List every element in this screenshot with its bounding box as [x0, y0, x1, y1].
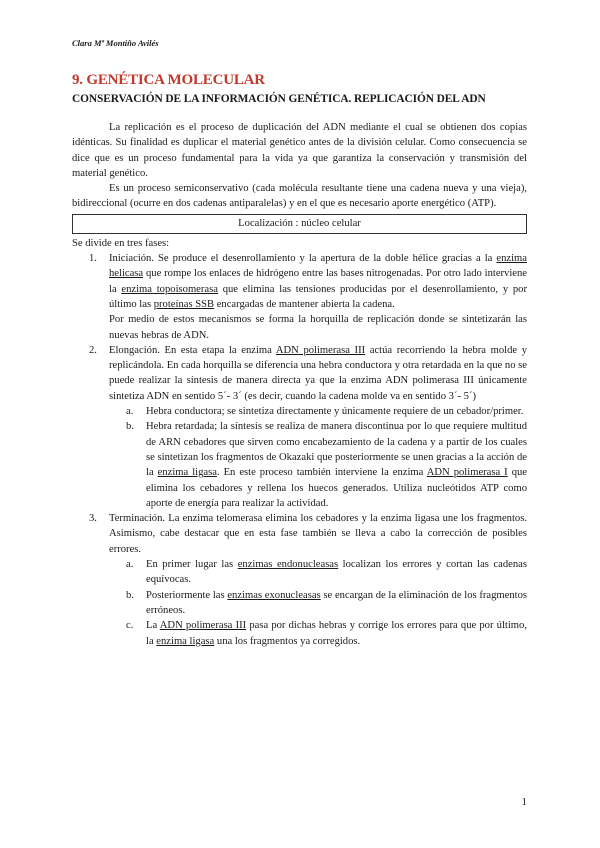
text-run: La	[146, 620, 160, 632]
text-run: En primer lugar las	[146, 559, 238, 571]
term-dna-polymerase-i: ADN polimerasa I	[426, 467, 508, 479]
text-run: que elimina las tensiones producidas por el desenrollamiento, y por último las	[109, 283, 527, 310]
text-run: Terminación. La enzima telomerasa elimina los cebadores y la enzima ligasa une los fragmentos. Asimismo, cabe destacar que en esta fase también se lleva a cabo la corrección de posibles errores.	[109, 513, 527, 555]
list-letter: a.	[126, 559, 134, 571]
leading-strand-item	[109, 404, 527, 419]
location-box: Localización : núcleo celular	[72, 214, 527, 234]
term-ligase: enzima ligasa	[156, 635, 215, 647]
term-helicase: enzima helicasa	[109, 253, 527, 280]
phase-elongation	[72, 343, 527, 511]
text-run: Hebra conductora; se sintetiza directamente y únicamente requiere de un cebador/primer.	[146, 406, 524, 418]
text-run: que elimina los cebadores y rellena los huecos generados. Utiliza nucleótidos ATP como aporte de energía para realizar la actividad.	[146, 467, 527, 509]
text-run: . En este proceso también interviene la enzima	[216, 467, 427, 479]
section-subtitle: CONSERVACIÓN DE LA INFORMACIÓN GENÉTICA. REPLICACIÓN DEL ADN	[72, 93, 486, 105]
term-ssb-proteins: proteínas SSB	[153, 298, 215, 310]
list-number: 2.	[89, 344, 97, 356]
term-exonucleases: enzimas exonucleasas	[227, 589, 321, 601]
list-letter: c.	[126, 620, 134, 632]
text-run: encargadas de mantener abierta la cadena.	[214, 298, 395, 310]
text-run: una los fragmentos ya corregidos.	[214, 635, 361, 647]
text-run: Posteriormente las	[146, 589, 228, 601]
text-run: que rompe los enlaces de hidrógeno entre las bases nitrogenadas. Por otro lado interviene la	[109, 268, 527, 295]
intro-paragraph-2: Es un proceso semiconservativo (cada molécula resultante tiene una cadena nueva y una vieja), bidireccional (ocurre en dos cadenas antiparalelas) y en el que es necesario aporte energético (ATP).	[72, 183, 527, 210]
text-run: Iniciación. Se produce el desenrollamiento y la apertura de la doble hélice gracias a la	[109, 253, 497, 265]
termination-sublist	[109, 557, 527, 649]
text-run: actúa recorriendo la hebra molde y replicándola. En cada horquilla se diferencia una hebra conductora y otra retardada en la que no se puede realizar la síntesis de manera directa ya que la enzima ADN polimerasa III únicamente sintetiza ADN en sentido 5´- 3´ (es decir, cuando la cadena molde va en sentido 3´- 5´)	[109, 344, 527, 402]
document-body	[72, 120, 527, 649]
term-ligase: enzima ligasa	[157, 467, 217, 479]
endonuclease-item	[109, 557, 527, 588]
list-number: 3.	[89, 513, 97, 525]
phase-termination	[72, 511, 527, 649]
correction-item	[109, 618, 527, 649]
term-endonucleases: enzimas endonucleasas	[237, 559, 339, 571]
text-run: pasa por dichas hebras y corrige los errores para que por último, la	[146, 620, 527, 647]
text-run: Elongación. En esta etapa la enzima	[109, 344, 276, 356]
page-number: 1	[521, 796, 527, 808]
text-run: Hebra retardada; la síntesis se realiza de manera discontinua por lo que requiere multitud de ARN cebadores que sirven como encabezamiento de la cadena y a partir de los cuales se sintetizan los fragmentos de Okazaki que posteriormente se unen gracias a la acción de la	[146, 421, 527, 479]
phases-intro: Se divide en tres fases:	[72, 237, 170, 249]
phases-list	[72, 251, 527, 649]
phase-initiation	[72, 251, 527, 343]
list-letter: b.	[126, 589, 134, 601]
list-number: 1.	[89, 253, 97, 265]
term-dna-polymerase-iii: ADN polimerasa III	[275, 344, 366, 356]
list-letter: b.	[126, 421, 134, 433]
exonuclease-item	[109, 588, 527, 619]
term-topoisomerase: enzima topoisomerasa	[121, 283, 218, 295]
text-run: localizan los errores y cortan las cadenas equívocas.	[146, 559, 527, 586]
author-header: Clara Mª Montiño Avilés	[72, 38, 159, 48]
term-dna-polymerase-iii: ADN polimerasa III	[159, 620, 247, 632]
intro-paragraph-1: La replicación es el proceso de duplicación del ADN mediante el cual se obtienen dos copias idénticas. Su finalidad es duplicar el material genético antes de la división celular. Como consecuencia se dice que es un proceso fundamental para la vida ya que garantiza la conservación y transmisión del material genético.	[72, 122, 527, 179]
list-letter: a.	[126, 406, 134, 418]
initiation-note: Por medio de estos mecanismos se forma la horquilla de replicación donde se sintetizarán las nuevas hebras de ADN.	[109, 314, 527, 341]
elongation-sublist	[109, 404, 527, 511]
chapter-title: 9. GENÉTICA MOLECULAR	[72, 72, 265, 88]
lagging-strand-item	[109, 419, 527, 511]
text-run: se encargan de la eliminación de los fragmentos erróneos.	[146, 589, 527, 616]
